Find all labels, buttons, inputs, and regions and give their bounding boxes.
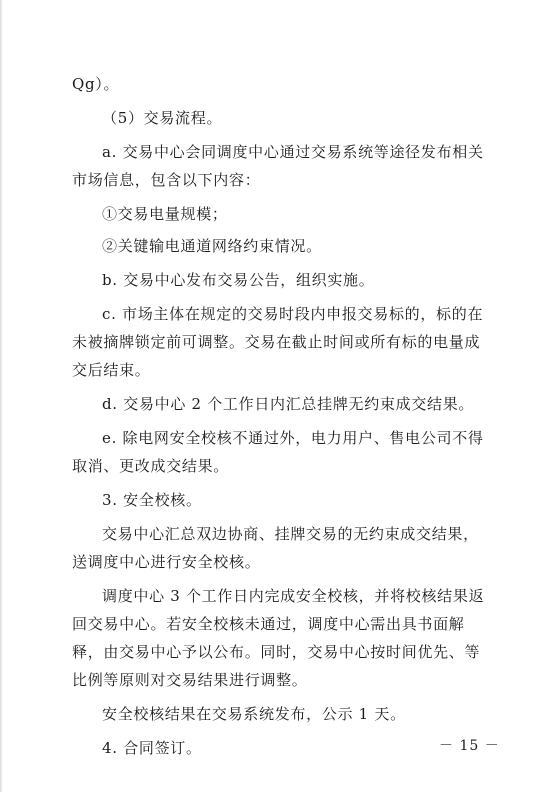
page-edge bbox=[0, 0, 3, 792]
paragraph-b: b. 交易中心发布交易公告，组织实施。 bbox=[102, 271, 375, 289]
paragraph-qg-end: Qg）。 bbox=[72, 75, 120, 93]
paragraph-dispatch-check: 调度中心 3 个工作日内完成安全校核，并将校核结果返回交易中心。若安全校核未通过，调度中心需出具书面解释，由交易中心予以公布。同时，交易中心按时间优先、等比例等原则对交易结果进行调整。 bbox=[72, 587, 485, 689]
section-trading-process: （5）交易流程。 bbox=[102, 109, 223, 127]
paragraph-item-2: ②关键输电通道网络约束情况。 bbox=[102, 237, 322, 255]
paragraph-a: a. 交易中心会同调度中心通过交易系统等途径发布相关市场信息，包含以下内容： bbox=[72, 143, 484, 189]
section-security-check: 3. 安全校核。 bbox=[102, 491, 202, 509]
document-body bbox=[72, 70, 492, 768]
paragraph-security-summary: 交易中心汇总双边协商、挂牌交易的无约束成交结果，送调度中心进行安全校核。 bbox=[72, 525, 479, 571]
paragraph-e: e. 除电网安全校核不通过外，电力用户、售电公司不得取消、更改成交结果。 bbox=[72, 429, 484, 475]
paragraph-item-1: ①交易电量规模； bbox=[102, 205, 228, 223]
paragraph-c: c. 市场主体在规定的交易时段内申报交易标的，标的在未被摘牌锁定前可调整。交易在截止时间或所有标的电量成交后结束。 bbox=[72, 305, 484, 379]
paragraph-publish-result: 安全校核结果在交易系统发布，公示 1 天。 bbox=[102, 705, 406, 723]
section-contract-signing: 4. 合同签订。 bbox=[102, 739, 202, 757]
paragraph-d: d. 交易中心 2 个工作日内汇总挂牌无约束成交结果。 bbox=[102, 395, 475, 413]
page-number: － 15 － bbox=[439, 738, 500, 754]
